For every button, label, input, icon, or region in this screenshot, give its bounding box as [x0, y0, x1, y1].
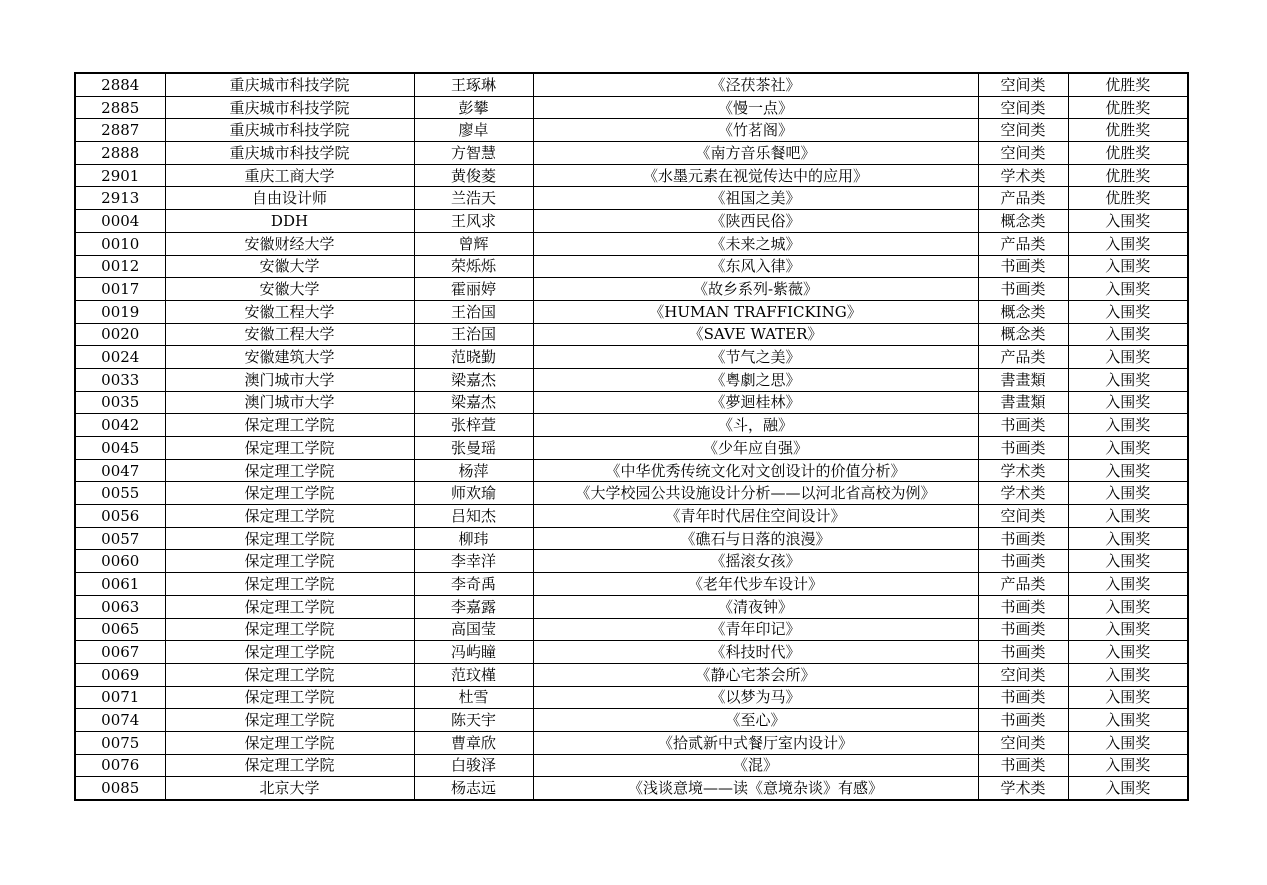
entry-id-cell: 2884	[75, 73, 165, 96]
author-cell: 杨萍	[414, 459, 533, 482]
award-cell: 入围奖	[1068, 232, 1188, 255]
author-cell: 霍丽婷	[414, 278, 533, 301]
category-cell: 产品类	[978, 187, 1068, 210]
award-cell: 入围奖	[1068, 437, 1188, 460]
author-cell: 荣烁烁	[414, 255, 533, 278]
institution-cell: 保定理工学院	[165, 641, 414, 664]
award-cell: 入围奖	[1068, 573, 1188, 596]
work-title-cell: 《陕西民俗》	[533, 210, 978, 233]
award-cell: 入围奖	[1068, 323, 1188, 346]
institution-cell: DDH	[165, 210, 414, 233]
category-cell: 产品类	[978, 346, 1068, 369]
award-cell: 入围奖	[1068, 618, 1188, 641]
institution-cell: 保定理工学院	[165, 731, 414, 754]
award-cell: 入围奖	[1068, 210, 1188, 233]
table-row	[75, 368, 1188, 391]
category-cell: 書畫類	[978, 368, 1068, 391]
award-cell: 入围奖	[1068, 346, 1188, 369]
work-title-cell: 《拾贰新中式餐厅室内设计》	[533, 731, 978, 754]
institution-cell: 澳门城市大学	[165, 391, 414, 414]
table-row	[75, 641, 1188, 664]
entry-id-cell: 0004	[75, 210, 165, 233]
entry-id-cell: 0035	[75, 391, 165, 414]
entry-id-cell: 0057	[75, 527, 165, 550]
award-cell: 优胜奖	[1068, 96, 1188, 119]
award-cell: 入围奖	[1068, 482, 1188, 505]
work-title-cell: 《科技时代》	[533, 641, 978, 664]
work-title-cell: 《夢迴桂林》	[533, 391, 978, 414]
award-cell: 入围奖	[1068, 686, 1188, 709]
institution-cell: 安徽财经大学	[165, 232, 414, 255]
institution-cell: 保定理工学院	[165, 573, 414, 596]
institution-cell: 安徽大学	[165, 278, 414, 301]
category-cell: 书画类	[978, 686, 1068, 709]
institution-cell: 重庆城市科技学院	[165, 96, 414, 119]
author-cell: 范晓勤	[414, 346, 533, 369]
category-cell: 书画类	[978, 595, 1068, 618]
author-cell: 王治国	[414, 300, 533, 323]
work-title-cell: 《青年时代居住空间设计》	[533, 505, 978, 528]
table-row	[75, 278, 1188, 301]
table-row	[75, 73, 1188, 96]
table-row	[75, 482, 1188, 505]
author-cell: 杜雪	[414, 686, 533, 709]
author-cell: 曹章欣	[414, 731, 533, 754]
entry-id-cell: 0012	[75, 255, 165, 278]
award-cell: 入围奖	[1068, 255, 1188, 278]
work-title-cell: 《礁石与日落的浪漫》	[533, 527, 978, 550]
awards-table	[74, 72, 1189, 801]
entry-id-cell: 2901	[75, 164, 165, 187]
table-row	[75, 595, 1188, 618]
entry-id-cell: 0069	[75, 663, 165, 686]
table-row	[75, 618, 1188, 641]
table-row	[75, 414, 1188, 437]
award-cell: 入围奖	[1068, 505, 1188, 528]
work-title-cell: 《未来之城》	[533, 232, 978, 255]
table-row	[75, 142, 1188, 165]
awards-table-body	[75, 73, 1188, 800]
author-cell: 高国莹	[414, 618, 533, 641]
category-cell: 概念类	[978, 323, 1068, 346]
work-title-cell: 《HUMAN TRAFFICKING》	[533, 300, 978, 323]
work-title-cell: 《摇滚女孩》	[533, 550, 978, 573]
author-cell: 陈天宇	[414, 709, 533, 732]
author-cell: 梁嘉杰	[414, 391, 533, 414]
table-row	[75, 210, 1188, 233]
institution-cell: 自由设计师	[165, 187, 414, 210]
work-title-cell: 《至心》	[533, 709, 978, 732]
institution-cell: 保定理工学院	[165, 437, 414, 460]
institution-cell: 保定理工学院	[165, 505, 414, 528]
institution-cell: 保定理工学院	[165, 754, 414, 777]
table-row	[75, 777, 1188, 800]
institution-cell: 安徽大学	[165, 255, 414, 278]
work-title-cell: 《祖国之美》	[533, 187, 978, 210]
award-cell: 入围奖	[1068, 391, 1188, 414]
institution-cell: 重庆工商大学	[165, 164, 414, 187]
table-row	[75, 164, 1188, 187]
category-cell: 空间类	[978, 731, 1068, 754]
table-row	[75, 391, 1188, 414]
work-title-cell: 《斗，融》	[533, 414, 978, 437]
award-cell: 入围奖	[1068, 709, 1188, 732]
institution-cell: 保定理工学院	[165, 459, 414, 482]
work-title-cell: 《粤劇之思》	[533, 368, 978, 391]
table-row	[75, 437, 1188, 460]
institution-cell: 重庆城市科技学院	[165, 73, 414, 96]
work-title-cell: 《青年印记》	[533, 618, 978, 641]
entry-id-cell: 0061	[75, 573, 165, 596]
category-cell: 书画类	[978, 709, 1068, 732]
table-row	[75, 754, 1188, 777]
table-row	[75, 119, 1188, 142]
entry-id-cell: 2913	[75, 187, 165, 210]
author-cell: 王琢琳	[414, 73, 533, 96]
institution-cell: 保定理工学院	[165, 414, 414, 437]
award-cell: 入围奖	[1068, 550, 1188, 573]
work-title-cell: 《中华优秀传统文化对文创设计的价值分析》	[533, 459, 978, 482]
institution-cell: 安徽工程大学	[165, 300, 414, 323]
entry-id-cell: 0042	[75, 414, 165, 437]
entry-id-cell: 0075	[75, 731, 165, 754]
category-cell: 空间类	[978, 119, 1068, 142]
author-cell: 白骏泽	[414, 754, 533, 777]
award-cell: 优胜奖	[1068, 142, 1188, 165]
institution-cell: 澳门城市大学	[165, 368, 414, 391]
entry-id-cell: 0056	[75, 505, 165, 528]
category-cell: 书画类	[978, 641, 1068, 664]
institution-cell: 保定理工学院	[165, 618, 414, 641]
work-title-cell: 《以梦为马》	[533, 686, 978, 709]
award-cell: 入围奖	[1068, 595, 1188, 618]
award-cell: 入围奖	[1068, 368, 1188, 391]
institution-cell: 保定理工学院	[165, 482, 414, 505]
entry-id-cell: 0063	[75, 595, 165, 618]
award-cell: 优胜奖	[1068, 73, 1188, 96]
award-cell: 入围奖	[1068, 527, 1188, 550]
institution-cell: 北京大学	[165, 777, 414, 800]
work-title-cell: 《东风入律》	[533, 255, 978, 278]
award-cell: 入围奖	[1068, 641, 1188, 664]
author-cell: 梁嘉杰	[414, 368, 533, 391]
author-cell: 黄俊菱	[414, 164, 533, 187]
author-cell: 李幸洋	[414, 550, 533, 573]
category-cell: 书画类	[978, 618, 1068, 641]
author-cell: 张梓萱	[414, 414, 533, 437]
table-row	[75, 346, 1188, 369]
work-title-cell: 《大学校园公共设施设计分析——以河北省高校为例》	[533, 482, 978, 505]
author-cell: 王治国	[414, 323, 533, 346]
award-cell: 入围奖	[1068, 278, 1188, 301]
table-row	[75, 527, 1188, 550]
author-cell: 吕知杰	[414, 505, 533, 528]
author-cell: 彭攀	[414, 96, 533, 119]
work-title-cell: 《浅谈意境——读《意境杂谈》有感》	[533, 777, 978, 800]
category-cell: 学术类	[978, 459, 1068, 482]
entry-id-cell: 0019	[75, 300, 165, 323]
category-cell: 产品类	[978, 573, 1068, 596]
category-cell: 书画类	[978, 437, 1068, 460]
award-cell: 优胜奖	[1068, 119, 1188, 142]
institution-cell: 保定理工学院	[165, 550, 414, 573]
work-title-cell: 《水墨元素在视觉传达中的应用》	[533, 164, 978, 187]
award-cell: 入围奖	[1068, 754, 1188, 777]
author-cell: 王风求	[414, 210, 533, 233]
category-cell: 学术类	[978, 482, 1068, 505]
author-cell: 兰浩天	[414, 187, 533, 210]
award-cell: 优胜奖	[1068, 187, 1188, 210]
institution-cell: 保定理工学院	[165, 686, 414, 709]
table-row	[75, 96, 1188, 119]
table-row	[75, 663, 1188, 686]
table-row	[75, 300, 1188, 323]
category-cell: 书画类	[978, 550, 1068, 573]
award-cell: 入围奖	[1068, 414, 1188, 437]
category-cell: 产品类	[978, 232, 1068, 255]
institution-cell: 安徽建筑大学	[165, 346, 414, 369]
entry-id-cell: 0065	[75, 618, 165, 641]
entry-id-cell: 0074	[75, 709, 165, 732]
institution-cell: 保定理工学院	[165, 709, 414, 732]
entry-id-cell: 2885	[75, 96, 165, 119]
work-title-cell: 《老年代步车设计》	[533, 573, 978, 596]
institution-cell: 重庆城市科技学院	[165, 142, 414, 165]
award-cell: 优胜奖	[1068, 164, 1188, 187]
table-row	[75, 573, 1188, 596]
category-cell: 空间类	[978, 663, 1068, 686]
work-title-cell: 《清夜钟》	[533, 595, 978, 618]
category-cell: 书画类	[978, 255, 1068, 278]
category-cell: 空间类	[978, 96, 1068, 119]
institution-cell: 保定理工学院	[165, 663, 414, 686]
category-cell: 学术类	[978, 777, 1068, 800]
author-cell: 张曼瑶	[414, 437, 533, 460]
work-title-cell: 《南方音乐餐吧》	[533, 142, 978, 165]
institution-cell: 保定理工学院	[165, 595, 414, 618]
author-cell: 柳玮	[414, 527, 533, 550]
category-cell: 书画类	[978, 414, 1068, 437]
category-cell: 书画类	[978, 754, 1068, 777]
author-cell: 廖卓	[414, 119, 533, 142]
category-cell: 书画类	[978, 527, 1068, 550]
table-row	[75, 505, 1188, 528]
category-cell: 空间类	[978, 505, 1068, 528]
work-title-cell: 《混》	[533, 754, 978, 777]
award-cell: 入围奖	[1068, 731, 1188, 754]
category-cell: 书画类	[978, 278, 1068, 301]
entry-id-cell: 0045	[75, 437, 165, 460]
table-row	[75, 550, 1188, 573]
table-row	[75, 731, 1188, 754]
entry-id-cell: 0055	[75, 482, 165, 505]
author-cell: 师欢瑜	[414, 482, 533, 505]
author-cell: 方智慧	[414, 142, 533, 165]
category-cell: 概念类	[978, 300, 1068, 323]
entry-id-cell: 0085	[75, 777, 165, 800]
author-cell: 李奇禹	[414, 573, 533, 596]
work-title-cell: 《慢一点》	[533, 96, 978, 119]
award-cell: 入围奖	[1068, 459, 1188, 482]
table-row	[75, 686, 1188, 709]
entry-id-cell: 0017	[75, 278, 165, 301]
work-title-cell: 《泾茯茶社》	[533, 73, 978, 96]
institution-cell: 安徽工程大学	[165, 323, 414, 346]
category-cell: 書畫類	[978, 391, 1068, 414]
author-cell: 曾辉	[414, 232, 533, 255]
table-row	[75, 255, 1188, 278]
entry-id-cell: 0060	[75, 550, 165, 573]
award-cell: 入围奖	[1068, 663, 1188, 686]
table-row	[75, 709, 1188, 732]
entry-id-cell: 0067	[75, 641, 165, 664]
work-title-cell: 《SAVE WATER》	[533, 323, 978, 346]
entry-id-cell: 0024	[75, 346, 165, 369]
work-title-cell: 《节气之美》	[533, 346, 978, 369]
category-cell: 学术类	[978, 164, 1068, 187]
entry-id-cell: 2888	[75, 142, 165, 165]
table-row	[75, 323, 1188, 346]
category-cell: 概念类	[978, 210, 1068, 233]
entry-id-cell: 0071	[75, 686, 165, 709]
entry-id-cell: 2887	[75, 119, 165, 142]
work-title-cell: 《静心宅茶会所》	[533, 663, 978, 686]
table-row	[75, 232, 1188, 255]
table-row	[75, 459, 1188, 482]
entry-id-cell: 0047	[75, 459, 165, 482]
category-cell: 空间类	[978, 142, 1068, 165]
work-title-cell: 《故乡系列-紫薇》	[533, 278, 978, 301]
institution-cell: 保定理工学院	[165, 527, 414, 550]
entry-id-cell: 0010	[75, 232, 165, 255]
author-cell: 李嘉露	[414, 595, 533, 618]
author-cell: 范玟槿	[414, 663, 533, 686]
table-row	[75, 187, 1188, 210]
entry-id-cell: 0033	[75, 368, 165, 391]
author-cell: 杨志远	[414, 777, 533, 800]
entry-id-cell: 0020	[75, 323, 165, 346]
entry-id-cell: 0076	[75, 754, 165, 777]
author-cell: 冯屿瞳	[414, 641, 533, 664]
work-title-cell: 《少年应自强》	[533, 437, 978, 460]
institution-cell: 重庆城市科技学院	[165, 119, 414, 142]
work-title-cell: 《竹茗阁》	[533, 119, 978, 142]
award-cell: 入围奖	[1068, 300, 1188, 323]
category-cell: 空间类	[978, 73, 1068, 96]
award-cell: 入围奖	[1068, 777, 1188, 800]
